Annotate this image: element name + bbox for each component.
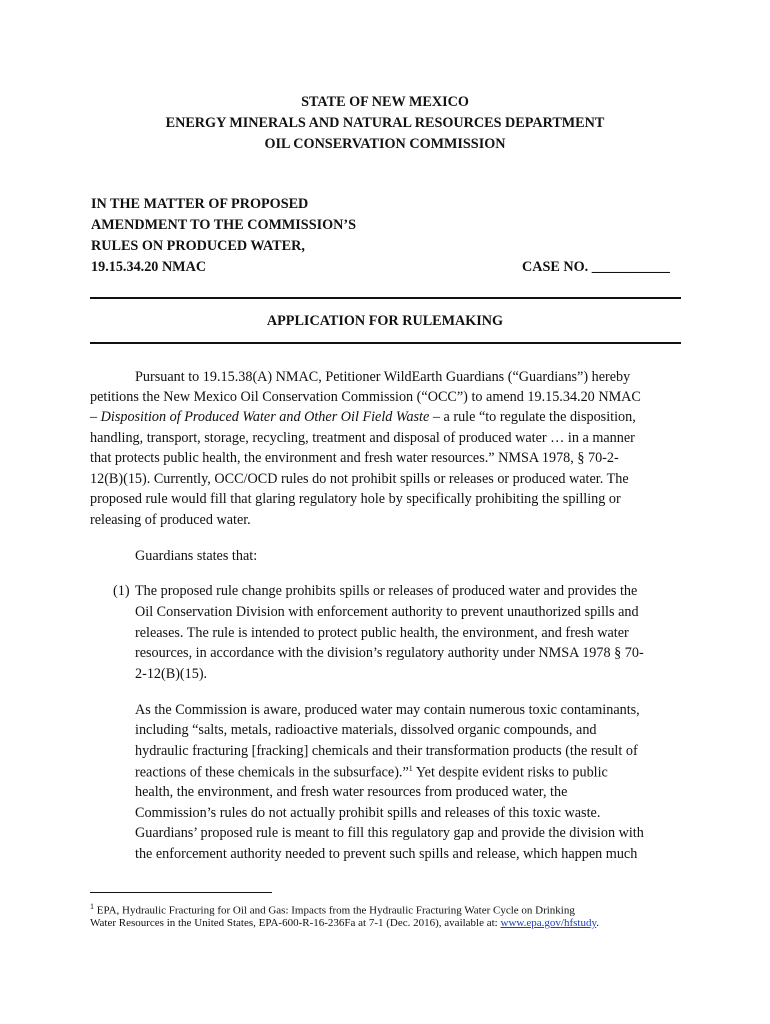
footnote-text: EPA, Hydraulic Fracturing for Oil and Gas: Impacts from the Hydraulic Fracturing Water Cycle on Drinking (94, 904, 575, 917)
body-line: including “salts, metals, radioactive materials, dissolved organic compounds, and (135, 722, 597, 738)
body-text: reactions of these chemicals in the subsurface).” (135, 764, 409, 781)
body-line: Pursuant to 19.15.38(A) NMAC, Petitioner WildEarth Guardians (“Guardians”) hereby (135, 369, 631, 385)
matter-line: IN THE MATTER OF PROPOSED (91, 196, 309, 212)
body-line: As the Commission is aware, produced water may contain numerous toxic contaminants, (135, 702, 640, 718)
footnote-divider (90, 892, 272, 893)
body-line: petitions the New Mexico Oil Conservation Commission (“OCC”) to amend 19.15.34.20 NMAC (90, 389, 641, 405)
list-item-label: (1) (113, 583, 130, 599)
list-item-line: Oil Conservation Division with enforcement authority to prevent unauthorized spills and (135, 604, 639, 620)
body-line (135, 764, 608, 782)
body-line: Guardians’ proposed rule is meant to fill this regulatory gap and provide the division with (135, 825, 644, 841)
footnote-line (90, 917, 599, 929)
body-line (90, 409, 636, 426)
rule-title-italic: – Disposition of Produced Water and Other Oil Field Waste – (90, 409, 440, 425)
states-line: Guardians states that: (135, 548, 258, 564)
footnote-link[interactable]: www.epa.gov/hfstudy (500, 917, 597, 929)
footnote-number: 1 (90, 902, 94, 911)
body-line: that protects public health, the environment and fresh water resources.” NMSA 1978, § 70-2- (90, 450, 619, 466)
body-line: Commission’s rules do not actually prohibit spills and releases of this toxic waste. (135, 805, 601, 821)
footnote-line (90, 902, 575, 917)
matter-line: 19.15.34.20 NMAC (91, 259, 207, 275)
divider-bottom (90, 342, 681, 344)
body-text: Yet despite evident risks to public (412, 764, 608, 781)
footnote-ref[interactable]: 1 (408, 764, 413, 773)
document-title: APPLICATION FOR RULEMAKING (266, 313, 504, 329)
matter-line: AMENDMENT TO THE COMMISSION’S (91, 217, 357, 233)
body-line: health, the environment, and fresh water resources from produced water, the (135, 784, 568, 800)
matter-line: RULES ON PRODUCED WATER, (91, 238, 305, 254)
case-number: CASE NO. ___________ (522, 259, 670, 275)
body-line: proposed rule would fill that glaring regulatory hole by specifically prohibiting the spilling or (90, 491, 621, 507)
header-department: ENERGY MINERALS AND NATURAL RESOURCES DEPARTMENT (165, 115, 605, 131)
body-line: releasing of produced water. (90, 512, 251, 528)
body-line: hydraulic fracturing [fracking] chemicals and their transformation products (the result of (135, 743, 638, 759)
body-line: handling, transport, storage, recycling, treatment and disposal of produced water … in a manner (90, 430, 635, 446)
body-line: the enforcement authority needed to prevent such spills and release, which happen much (135, 846, 638, 862)
header-state: STATE OF NEW MEXICO (301, 94, 469, 110)
body-line: 12(B)(15). Currently, OCC/OCD rules do not prohibit spills or releases or produced water. The (90, 471, 629, 487)
list-item-line: 2-12(B)(15). (135, 666, 208, 682)
footnote-text: Water Resources in the United States, EPA-600-R-16-236Fa at 7-1 (Dec. 2016), available at: (90, 917, 501, 929)
footnote-text: . (596, 917, 599, 929)
header-commission: OIL CONSERVATION COMMISSION (264, 136, 506, 152)
divider-top (90, 297, 681, 299)
body-text: a rule “to regulate the disposition, (439, 409, 636, 425)
list-item-line: releases. The rule is intended to protect public health, the environment, and fresh water (135, 625, 629, 641)
list-item-line: resources, in accordance with the division’s regulatory authority under NMSA 1978 § 70- (135, 645, 644, 661)
list-item-line: The proposed rule change prohibits spills or releases of produced water and provides the (135, 583, 638, 599)
